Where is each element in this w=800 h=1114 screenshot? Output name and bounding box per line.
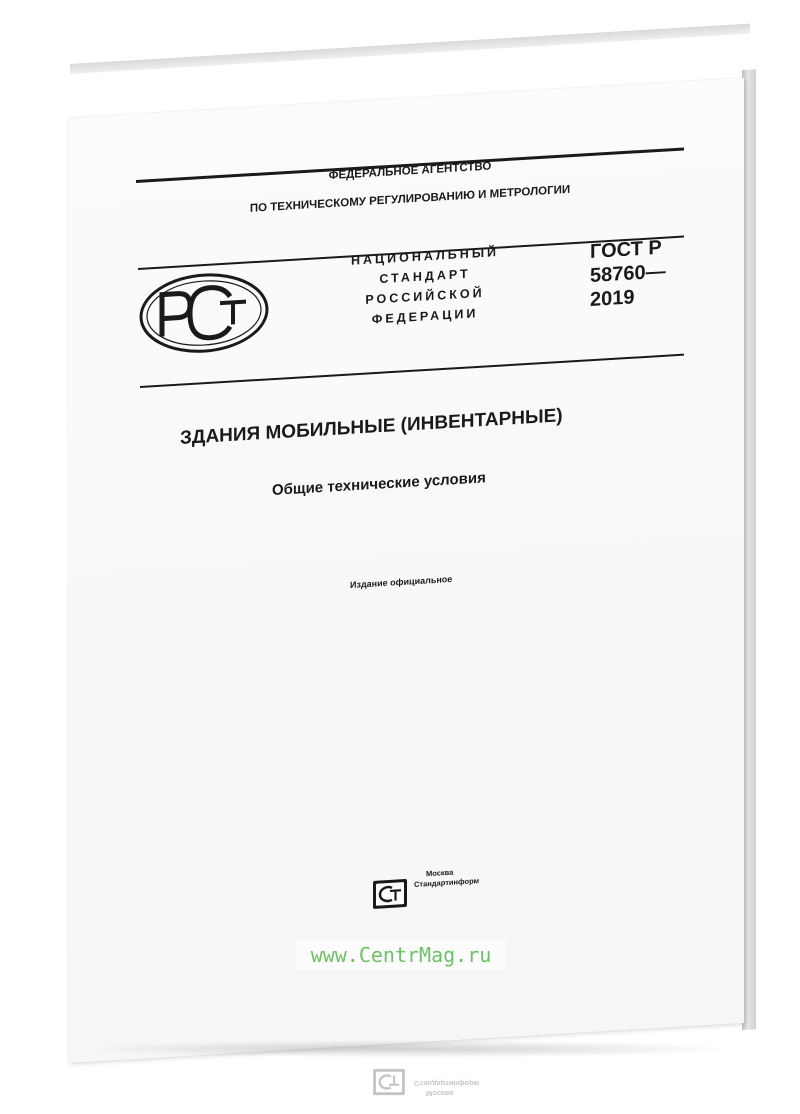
publisher-reflection-name: Стандартинформ — [414, 1079, 480, 1088]
standard-type-line-1: НАЦИОНАЛЬНЫЙ — [350, 244, 500, 268]
publisher-reflection — [370, 1060, 510, 1100]
gost-prefix: ГОСТ Р — [590, 236, 662, 263]
standartinform-reflection-icon — [372, 1068, 406, 1096]
edition-note: Издание официальное — [350, 573, 453, 590]
publisher-city: Москва — [426, 867, 454, 879]
book-cover — [68, 78, 744, 1063]
gost-year: 2019 — [590, 286, 635, 311]
publisher-reflection-text — [414, 1078, 479, 1098]
agency-line-1: ФЕДЕРАЛЬНОЕ АГЕНТСТВО — [328, 160, 492, 183]
publisher-block — [414, 866, 479, 890]
standartinform-logo-icon — [372, 878, 408, 910]
document-title: ЗДАНИЯ МОБИЛЬНЫЕ (ИНВЕНТАРНЫЕ) — [180, 405, 563, 449]
book-top-edge — [70, 24, 750, 74]
standard-type-line-3: РОССИЙСКОЙ — [365, 285, 485, 307]
publisher-reflection-city: Москва — [426, 1089, 454, 1098]
gost-number: 58760— — [590, 260, 666, 287]
publisher-name: Стандартинформ — [414, 876, 480, 889]
standard-type-line-2: СТАНДАРТ — [379, 266, 471, 287]
gost-rst-logo-icon — [138, 268, 270, 358]
book-spine-edge — [742, 69, 756, 1030]
standard-type-block — [330, 241, 520, 332]
gost-code — [590, 236, 666, 312]
cover-shadow — [80, 1040, 740, 1058]
standard-type-line-4: ФЕДЕРАЦИИ — [371, 306, 479, 327]
document-subtitle: Общие технические условия — [272, 469, 486, 499]
agency-line-2: ПО ТЕХНИЧЕСКОМУ РЕГУЛИРОВАНИЮ И МЕТРОЛОГИИ — [249, 183, 571, 215]
site-watermark: www.CentrMag.ru — [296, 940, 506, 970]
